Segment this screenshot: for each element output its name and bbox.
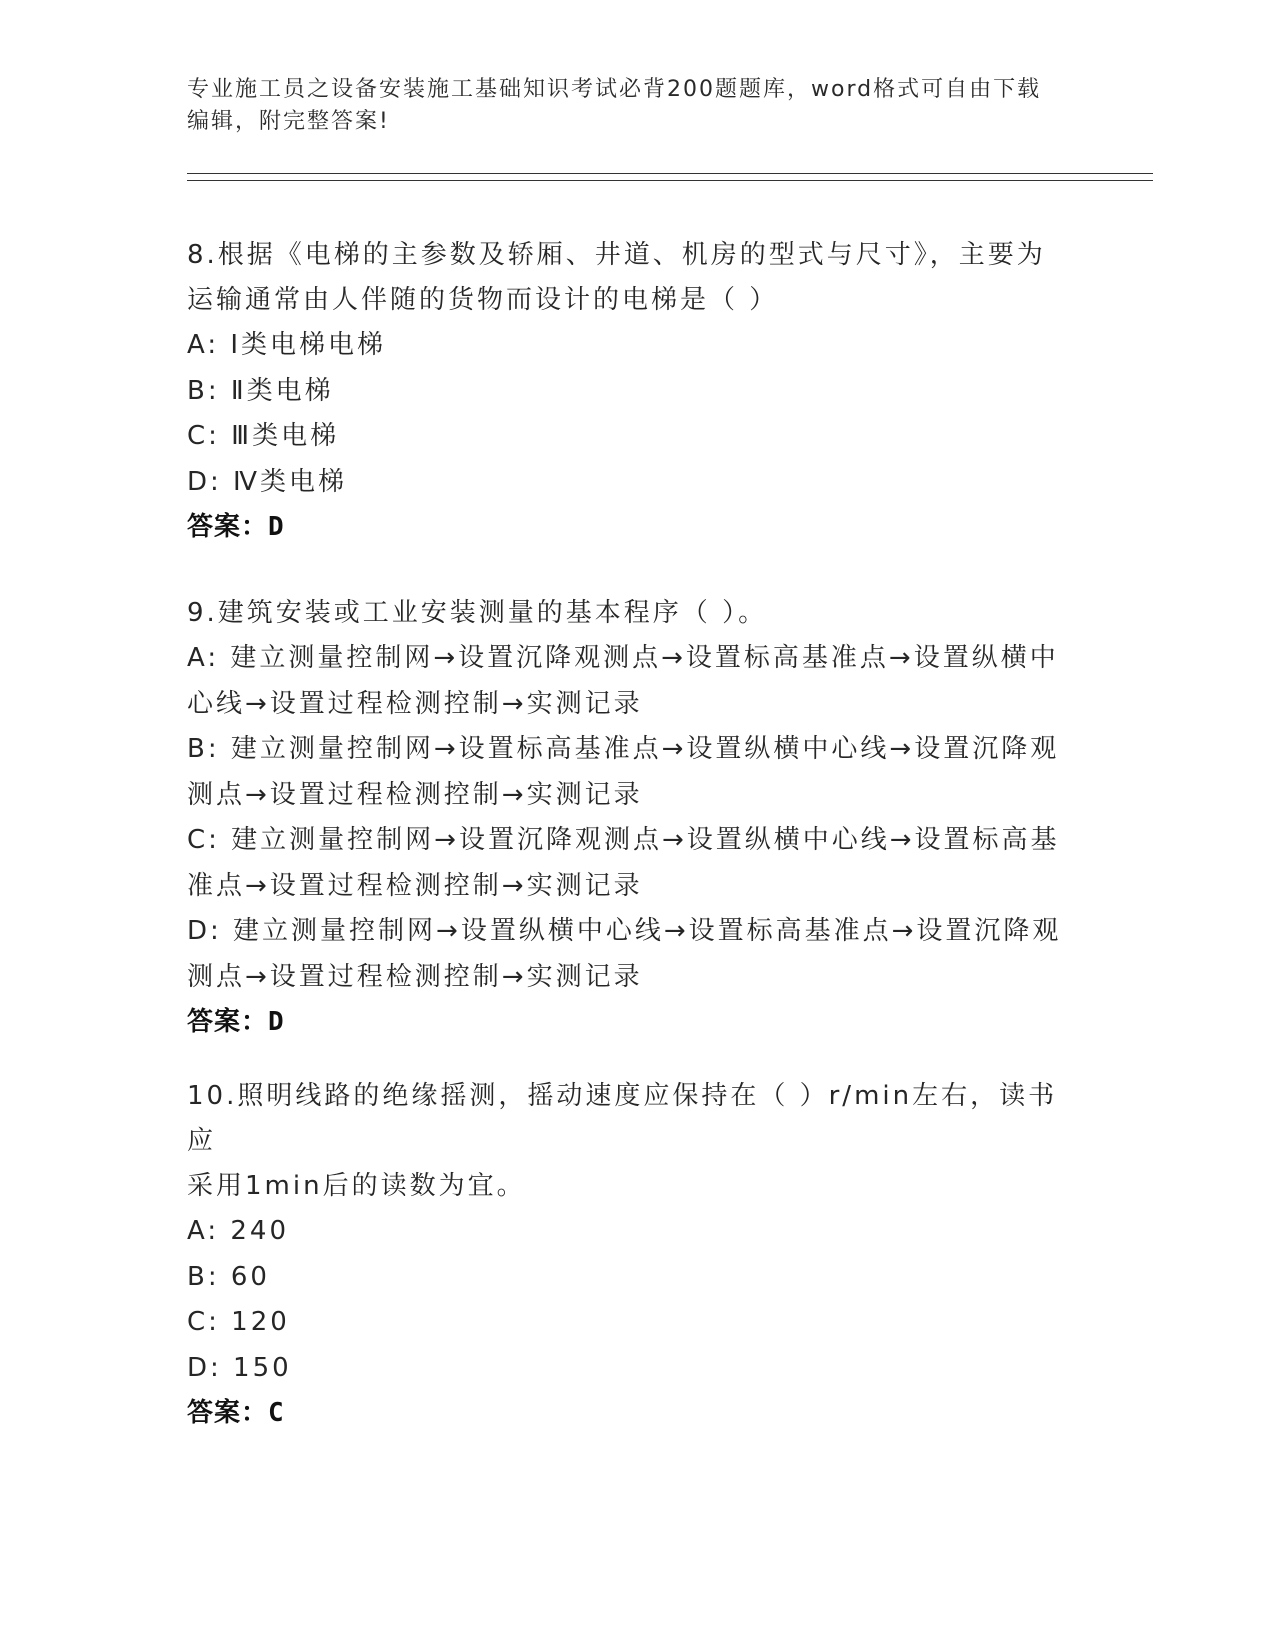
question-stem-line: 8.根据《电梯的主参数及轿厢、井道、机房的型式与尺寸》，主要为 bbox=[187, 240, 1046, 270]
answer: 答案：D bbox=[187, 1007, 285, 1037]
question-8 bbox=[187, 233, 1077, 551]
header-line-1: 专业施工员之设备安装施工基础知识考试必背200题题库，word格式可自由下载 bbox=[187, 77, 1042, 102]
header-line-2: 编辑，附完整答案! bbox=[187, 109, 390, 134]
option-b-line-2: 测点→设置过程检测控制→实测记录 bbox=[187, 779, 643, 810]
question-10 bbox=[187, 1074, 1077, 1437]
option-c: C: Ⅲ类电梯 bbox=[187, 421, 340, 451]
option-d: D: 150 bbox=[187, 1352, 292, 1383]
option-a-line-1: A: 建立测量控制网→设置沉降观测点→设置标高基准点→设置纵横中 bbox=[187, 643, 1059, 673]
option-d-line-2: 测点→设置过程检测控制→实测记录 bbox=[187, 961, 643, 992]
answer: 答案：C bbox=[187, 1398, 285, 1428]
question-stem-line: 采用1min后的读数为宜。 bbox=[187, 1171, 526, 1201]
question-stem-line: 10.照明线路的绝缘摇测，摇动速度应保持在（ ）r/min左右，读书应 bbox=[187, 1081, 1058, 1156]
option-c-line-1: C: 建立测量控制网→设置沉降观测点→设置纵横中心线→设置标高基 bbox=[187, 825, 1060, 855]
option-a: A: 240 bbox=[187, 1216, 289, 1246]
answer: 答案：D bbox=[187, 512, 285, 542]
header-divider-top bbox=[187, 173, 1153, 174]
option-c: C: 120 bbox=[187, 1307, 290, 1337]
option-a-line-2: 心线→设置过程检测控制→实测记录 bbox=[187, 688, 643, 719]
option-c-line-2: 准点→设置过程检测控制→实测记录 bbox=[187, 870, 643, 901]
header-divider-bottom bbox=[187, 180, 1153, 181]
question-stem-line: 运输通常由人伴随的货物而设计的电梯是（ ） bbox=[187, 285, 779, 315]
question-9 bbox=[187, 591, 1077, 1046]
document-header bbox=[187, 74, 1087, 138]
option-a: A: Ⅰ类电梯电梯 bbox=[187, 330, 387, 360]
question-stem-line: 9.建筑安装或工业安装测量的基本程序（ ）。 bbox=[187, 598, 768, 628]
option-b: B: Ⅱ类电梯 bbox=[187, 375, 334, 406]
option-b: B: 60 bbox=[187, 1261, 270, 1292]
option-d-line-1: D: 建立测量控制网→设置纵横中心线→设置标高基准点→设置沉降观 bbox=[187, 916, 1062, 946]
option-b-line-1: B: 建立测量控制网→设置标高基准点→设置纵横中心线→设置沉降观 bbox=[187, 734, 1060, 764]
option-d: D: Ⅳ类电梯 bbox=[187, 466, 348, 497]
